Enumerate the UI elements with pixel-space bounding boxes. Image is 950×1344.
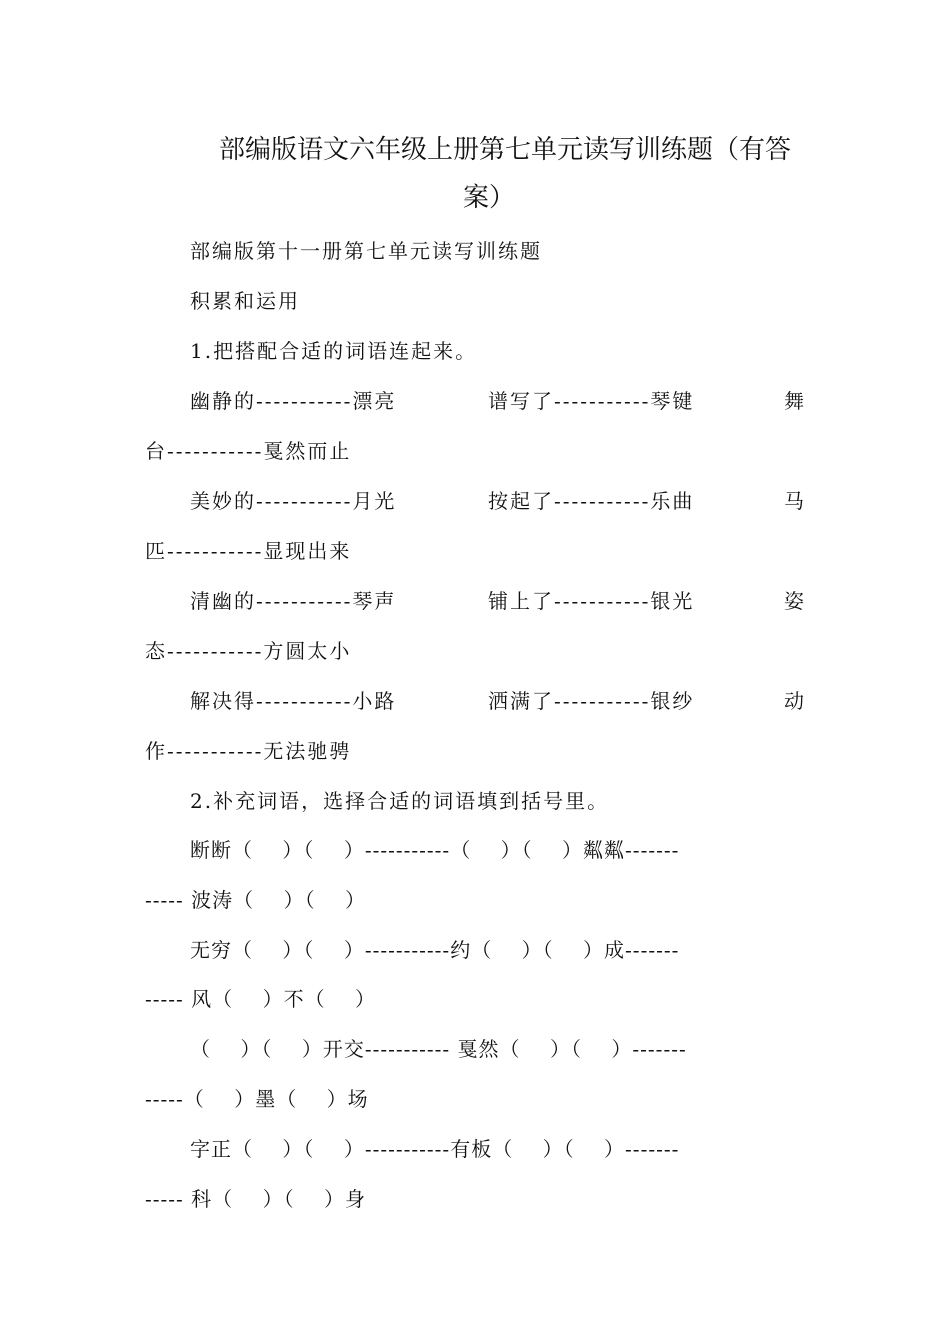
question-1-prompt: 1.把搭配合适的词语连起来。 [190,339,478,363]
q1-row-1-col-b: 谱写了-----------琴键 [488,389,695,413]
q1-row-3-col-c-start: 姿 [784,589,804,613]
subtitle: 部编版第十一册第七单元读写训练题 [190,239,542,263]
q1-row-4-col-a: 解决得-----------小路 [190,689,397,713]
q2-row-1-line-2: ----- 波涛（ ）（ ） [145,888,367,912]
q1-row-3-col-c-rest: 态-----------方圆太小 [145,639,352,663]
q2-row-4-line-1: 字正（ ）（ ）-----------有板（ ）（ ）------- [190,1137,680,1161]
q1-row-1-col-c-start: 舞 [784,389,804,413]
q1-row-4-col-c-rest: 作-----------无法驰骋 [145,739,352,763]
question-2-prompt: 2.补充词语，选择合适的词语填到括号里。 [190,789,610,813]
q2-row-1-line-1: 断断（ ）（ ）-----------（ ）（ ）粼粼------- [190,838,680,862]
q2-row-3-line-1: （ ）（ ）开交----------- 戛然（ ）（ ）------- [190,1037,687,1061]
q1-row-3-col-a: 清幽的-----------琴声 [190,589,397,613]
q1-row-2-col-c-rest: 匹-----------显现出来 [145,539,352,563]
q2-row-4-line-2: ----- 科（ ）（ ）身 [145,1187,367,1211]
q1-row-4-col-c-start: 动 [784,689,804,713]
q1-row-2-col-a: 美妙的-----------月光 [190,489,397,513]
q1-row-3-col-b: 铺上了-----------银光 [488,589,695,613]
q1-row-2-col-c-start: 马 [784,489,804,513]
document-title-line-2: 案） [462,183,515,213]
q1-row-1-col-c-rest: 台-----------戛然而止 [145,439,352,463]
q1-row-1-col-a: 幽静的-----------漂亮 [190,389,397,413]
section-heading: 积累和运用 [190,289,300,313]
q2-row-2-line-2: ----- 风（ ）不（ ） [145,987,377,1011]
q2-row-3-line-2: -----（ ）墨（ ）场 [145,1087,369,1111]
q1-row-2-col-b: 按起了-----------乐曲 [488,489,695,513]
q1-row-4-col-b: 洒满了-----------银纱 [488,689,695,713]
document-title-line-1: 部编版语文六年级上册第七单元读写训练题（有答 [218,135,791,165]
q2-row-2-line-1: 无穷（ ）（ ）-----------约（ ）（ ）成------- [190,938,680,962]
